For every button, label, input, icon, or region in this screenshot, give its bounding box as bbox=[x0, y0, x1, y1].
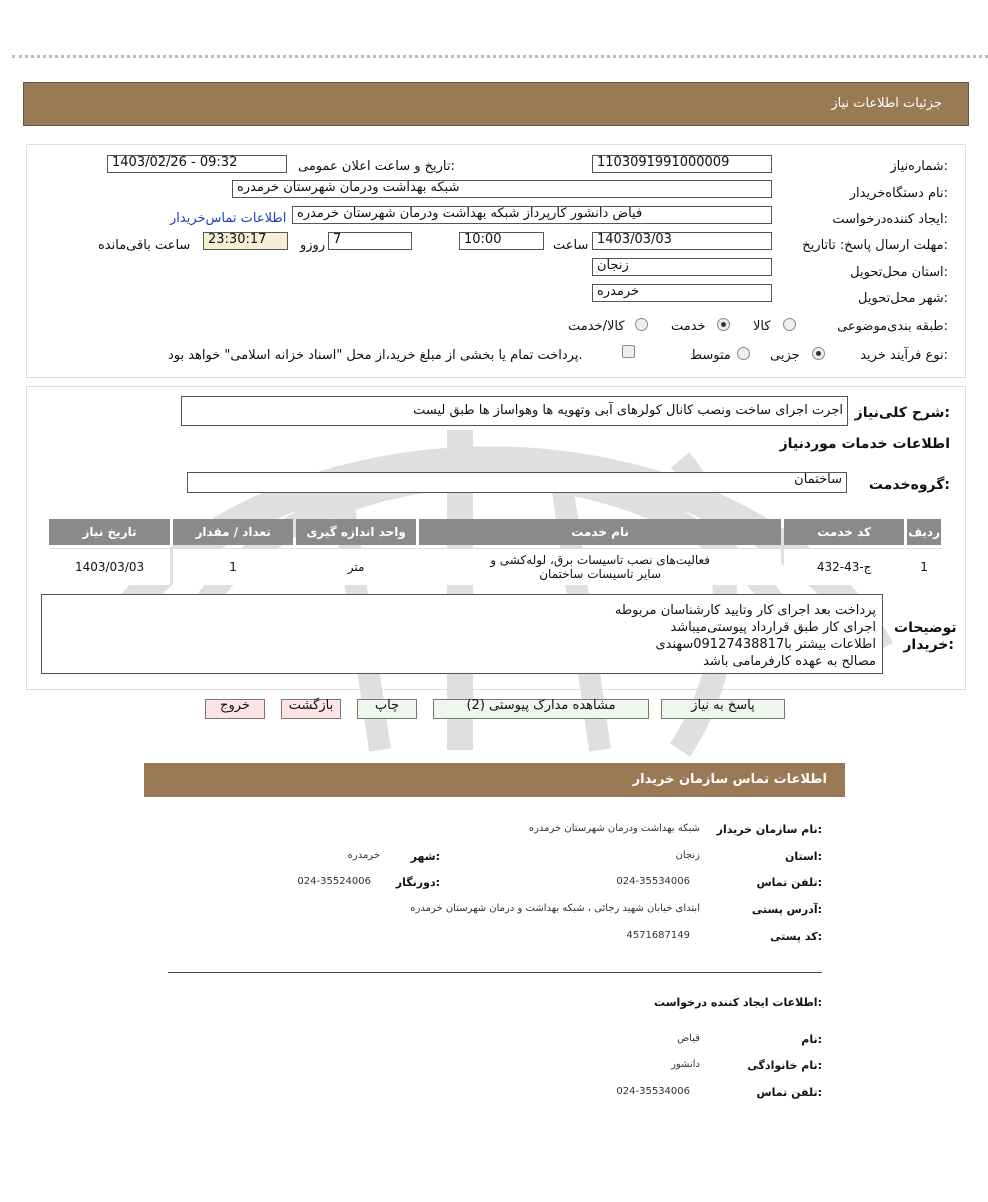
category-service-radio[interactable] bbox=[717, 318, 730, 331]
deadline-date-field: 1403/03/03 bbox=[592, 232, 772, 250]
contact-province-value: زنجان bbox=[675, 850, 700, 861]
province-field: زنجان bbox=[592, 258, 772, 276]
table-row bbox=[49, 548, 941, 585]
col-date: تاریخ نیاز bbox=[49, 519, 170, 545]
contact-city-value: خرمدره bbox=[347, 850, 380, 861]
need-number-field: 1103091991000009 bbox=[592, 155, 772, 173]
creator-family-label: نام خانوادگی: bbox=[747, 1059, 822, 1072]
note-line: پرداخت بعد اجرای کار وتایید کارشناسان مربوطه bbox=[614, 603, 876, 618]
cell-qty: 1 bbox=[173, 548, 293, 585]
city-field: خرمدره bbox=[592, 284, 772, 302]
services-title: اطلاعات خدمات موردنیاز bbox=[779, 436, 950, 452]
cell-row: 1 bbox=[907, 548, 941, 585]
postal-value: 4571687149 bbox=[626, 930, 690, 941]
contact-province-label: استان: bbox=[784, 850, 822, 863]
need-number-label: شماره‌نیاز: bbox=[890, 159, 948, 174]
deadline-time-field: 10:00 bbox=[459, 232, 544, 250]
deadline-label: مهلت ارسال پاسخ: تاتاریخ: bbox=[802, 238, 948, 253]
services-table-header bbox=[49, 519, 941, 545]
announce-label: تاریخ و ساعت اعلان عمومی: bbox=[298, 159, 455, 174]
category-label: طبقه بندی‌موضوعی: bbox=[837, 319, 948, 334]
days-label: روزو bbox=[300, 238, 326, 253]
buyer-field: شبکه بهداشت ودرمان شهرستان خرمدره bbox=[232, 180, 772, 198]
creator-phone-label: تلفن تماس: bbox=[756, 1086, 822, 1099]
category-service-label: خدمت bbox=[671, 319, 706, 334]
address-label: آدرس پستی: bbox=[751, 903, 822, 916]
contact-title: اطلاعات تماس سازمان خریدار bbox=[632, 772, 827, 787]
service-group-label: گروه‌خدمت: bbox=[868, 477, 950, 493]
treasury-note: پرداخت تمام یا بخشی از مبلغ خرید،از محل "اسناد خزانه اسلامی" خواهد بود. bbox=[168, 348, 583, 363]
treasury-checkbox[interactable] bbox=[622, 345, 635, 358]
process-label: نوع فرآیند خرید: bbox=[860, 348, 948, 363]
note-line: مصالح به عهده کارفرمامی باشد bbox=[703, 654, 876, 669]
process-medium-radio[interactable] bbox=[737, 347, 750, 360]
process-partial-radio[interactable] bbox=[812, 347, 825, 360]
announce-field: 1403/02/26 - 09:32 bbox=[107, 155, 287, 173]
col-qty: تعداد / مقدار bbox=[173, 519, 293, 545]
description-field: اجرت اجرای ساخت ونصب کانال کولرهای آبی وتهویه ها وهواساز ها طبق لیست bbox=[181, 396, 848, 426]
creator-phone-value: 024-35534006 bbox=[616, 1086, 690, 1097]
services-table bbox=[46, 516, 944, 588]
creator-info-title: اطلاعات ایجاد کننده درخواست: bbox=[654, 996, 822, 1009]
province-label: استان محل‌تحویل: bbox=[850, 265, 948, 280]
creator-family-value: دانشور bbox=[671, 1059, 700, 1070]
days-field: 7 bbox=[328, 232, 412, 250]
attachments-button[interactable]: مشاهده مدارک پیوستی (2) bbox=[433, 699, 649, 719]
description-label: شرح کلی‌نیاز: bbox=[854, 405, 950, 421]
remaining-label: ساعت باقی‌مانده bbox=[98, 238, 191, 253]
col-unit: واحد اندازه گیری bbox=[296, 519, 416, 545]
col-code: کد خدمت bbox=[784, 519, 904, 545]
cell-date: 1403/03/03 bbox=[49, 548, 170, 585]
fax-label: دورنگار: bbox=[395, 876, 440, 889]
top-dotted-line bbox=[12, 55, 988, 58]
fax-value: 024-35524006 bbox=[297, 876, 371, 887]
print-button[interactable]: چاپ bbox=[357, 699, 417, 719]
col-row: ردیف bbox=[907, 519, 941, 545]
category-both-label: کالا/خدمت bbox=[568, 319, 625, 334]
buyer-label: نام دستگاه‌خریدار: bbox=[849, 186, 948, 201]
reply-button[interactable]: پاسخ به نیاز bbox=[661, 699, 785, 719]
creator-name-value: فیاض bbox=[677, 1033, 700, 1044]
deadline-time-label: ساعت bbox=[553, 238, 589, 253]
buyer-contact-link[interactable]: اطلاعات تماس‌خریدار bbox=[170, 211, 287, 226]
creator-label: ایجاد کننده‌درخواست: bbox=[832, 212, 948, 227]
postal-label: کد پستی: bbox=[770, 930, 822, 943]
phone-label: تلفن تماس: bbox=[756, 876, 822, 889]
remaining-time-field: 23:30:17 bbox=[203, 232, 288, 250]
phone-value: 024-35534006 bbox=[616, 876, 690, 887]
category-goods-radio[interactable] bbox=[783, 318, 796, 331]
service-group-field: ساختمان bbox=[187, 472, 847, 493]
buyer-notes-label: توضیحات خریدار: bbox=[894, 620, 957, 653]
col-name: نام خدمت bbox=[419, 519, 781, 545]
city-label: شهر محل‌تحویل: bbox=[858, 291, 948, 306]
category-both-radio[interactable] bbox=[635, 318, 648, 331]
page-title: جزئیات اطلاعات نیاز bbox=[831, 96, 942, 111]
org-label: نام سازمان خریدار: bbox=[716, 823, 822, 836]
exit-button[interactable]: خروج bbox=[205, 699, 265, 719]
creator-name-label: نام: bbox=[801, 1033, 822, 1046]
address-value: ابتدای خیابان شهید رجائی ، شبکه بهداشت و درمان شهرستان خرمدره bbox=[410, 903, 700, 914]
contact-city-label: شهر: bbox=[410, 850, 440, 863]
cell-unit: متر bbox=[296, 548, 416, 585]
cell-code: ج-43-432 bbox=[784, 548, 904, 585]
cell-name: فعالیت‌های نصب تاسیسات برق، لوله‌کشی و سایر تاسیسات ساختمان bbox=[419, 548, 781, 585]
org-value: شبکه بهداشت ودرمان شهرستان خرمدره bbox=[528, 823, 700, 834]
note-line: اطلاعات بیشتر با09127438817سهندی bbox=[655, 637, 876, 652]
contact-header bbox=[144, 763, 845, 797]
creator-field: فیاض دانشور کارپرداز شبکه بهداشت ودرمان شهرستان خرمدره bbox=[292, 206, 772, 224]
process-medium-label: متوسط bbox=[690, 348, 731, 363]
back-button[interactable]: بازگشت bbox=[281, 699, 341, 719]
process-partial-label: جزیی bbox=[770, 348, 800, 363]
buyer-notes-box bbox=[41, 594, 883, 674]
contact-divider bbox=[168, 972, 822, 973]
page-header bbox=[23, 82, 969, 126]
note-line: اجرای کار طبق قرارداد پیوستی‌میباشد bbox=[670, 620, 876, 635]
category-goods-label: کالا bbox=[753, 319, 771, 334]
